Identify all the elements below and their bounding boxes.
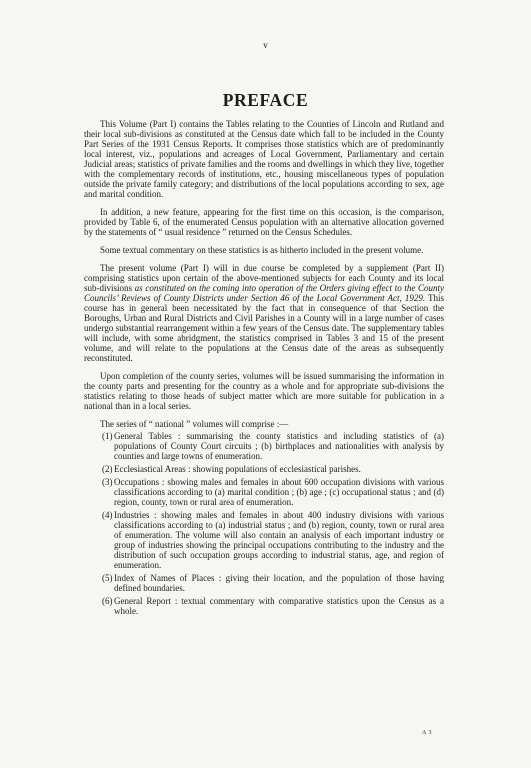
paragraph-3: Some textual commentary on these statistics is as hitherto included in the present volume. (100, 245, 424, 255)
list-item (84, 596, 444, 616)
list-item-number: (2) (102, 464, 113, 474)
paragraph-5: Upon completion of the county series, volumes will be issued summarising the information in the county parts and presenting for the country as a whole and for appropriate sub-divisions the statistics relating to those heads of subject matter which are more suitable for publication in a national than in a local series. (84, 371, 444, 411)
paragraph-2: In addition, a new feature, appearing for the first time on this occasion, is the comparison, provided by Table 6, of the enumerated Census population with an alternative allocation governed by the statements of “ usual residence ” returned on the Census Schedules. (84, 207, 444, 237)
paragraph-4-text: The present volume (Part I) will in due course be completed by a supplement (Part II) comprising statistics upon certain of the above-mentioned subjects for each County and its local sub-divisions (84, 263, 444, 293)
list-item-number: (4) (102, 510, 113, 520)
list-item-number: (5) (102, 573, 113, 583)
paragraph-4-italic: as constituted on the coming into operation of the Orders giving effect to the County Councils’ Reviews of County Districts under Section 46 of the Local Government Act, 1929. (84, 283, 444, 303)
list-item-text: General Report : textual commentary with comparative statistics upon the Census as a whole. (114, 596, 444, 616)
list-item-text: Occupations : showing males and females in about 600 occupation divisions with various classifications according to (a) marital condition ; (b) age ; (c) occupational status ; and (d) region, county, town or rural area of enumeration. (114, 477, 444, 507)
list-item-number: (6) (102, 596, 113, 606)
paragraph-4-text-end: This course has in general been necessitated by the fact that in consequence of that Section the Boroughs, Urban and Rural Districts and Civil Parishes in a County will in a large number of cases undergo substantial rearrangement within a few years of the Census date. The supplementary tables will include, with some abridgment, the statistics comprised in Tables 3 and 15 of the present volume, and will relate to the populations at the Census date of the areas as subsequently reconstituted. (84, 293, 444, 363)
paragraph-4 (84, 263, 444, 363)
list-item-number: (1) (102, 431, 113, 441)
page-number: v (263, 40, 268, 50)
list-item (84, 477, 444, 507)
list-item (84, 510, 444, 570)
page-title: PREFACE (222, 90, 309, 110)
list-item (84, 573, 444, 593)
paragraph-1: This Volume (Part I) contains the Tables relating to the Counties of Lincoln and Rutland and their local sub-divisions as constituted at the Census date which fall to be included in the County Part Series of the 1931 Census Reports. It comprises those statistics which are of predominantly local interest, viz., populations and acreages of Local Government, Parliamentary and certain Judicial areas; statistics of private families and the rooms and dwellings in which they live, together with the complementary records of institutions, etc., housing miscellaneous types of population outside the private family category; and distributions of the local populations according to sex, age and marital condition. (84, 119, 444, 199)
list-item-text: Ecclesiastical Areas : showing populations of ecclesiastical parishes. (114, 464, 361, 474)
list-item-text: Industries : showing males and females in about 400 industry divisions with various classifications according to (a) industrial status ; and (b) region, county, town or rural area of enumeration. The volume will also contain an analysis of each important industry or group of industries showing the principal occupations contributing to the industry and the distribution of such occupation groups according to industrial status, age, and region of enumeration. (114, 510, 444, 570)
list-item-text: Index of Names of Places : giving their location, and the population of those having defined boundaries. (114, 573, 444, 593)
list-item (84, 431, 444, 461)
list-item (84, 464, 444, 474)
list-item-text: General Tables : summarising the county statistics and including statistics of (a) populations of County Court circuits ; (b) birthplaces and nationalities with analysis by counties and large towns of enumeration. (114, 431, 444, 461)
volume-list (84, 431, 444, 616)
preface-body (84, 119, 444, 619)
paragraph-6: The series of “ national ” volumes will comprise :— (100, 419, 289, 429)
list-item-number: (3) (102, 477, 113, 487)
signature-mark: A 3 (422, 730, 433, 736)
